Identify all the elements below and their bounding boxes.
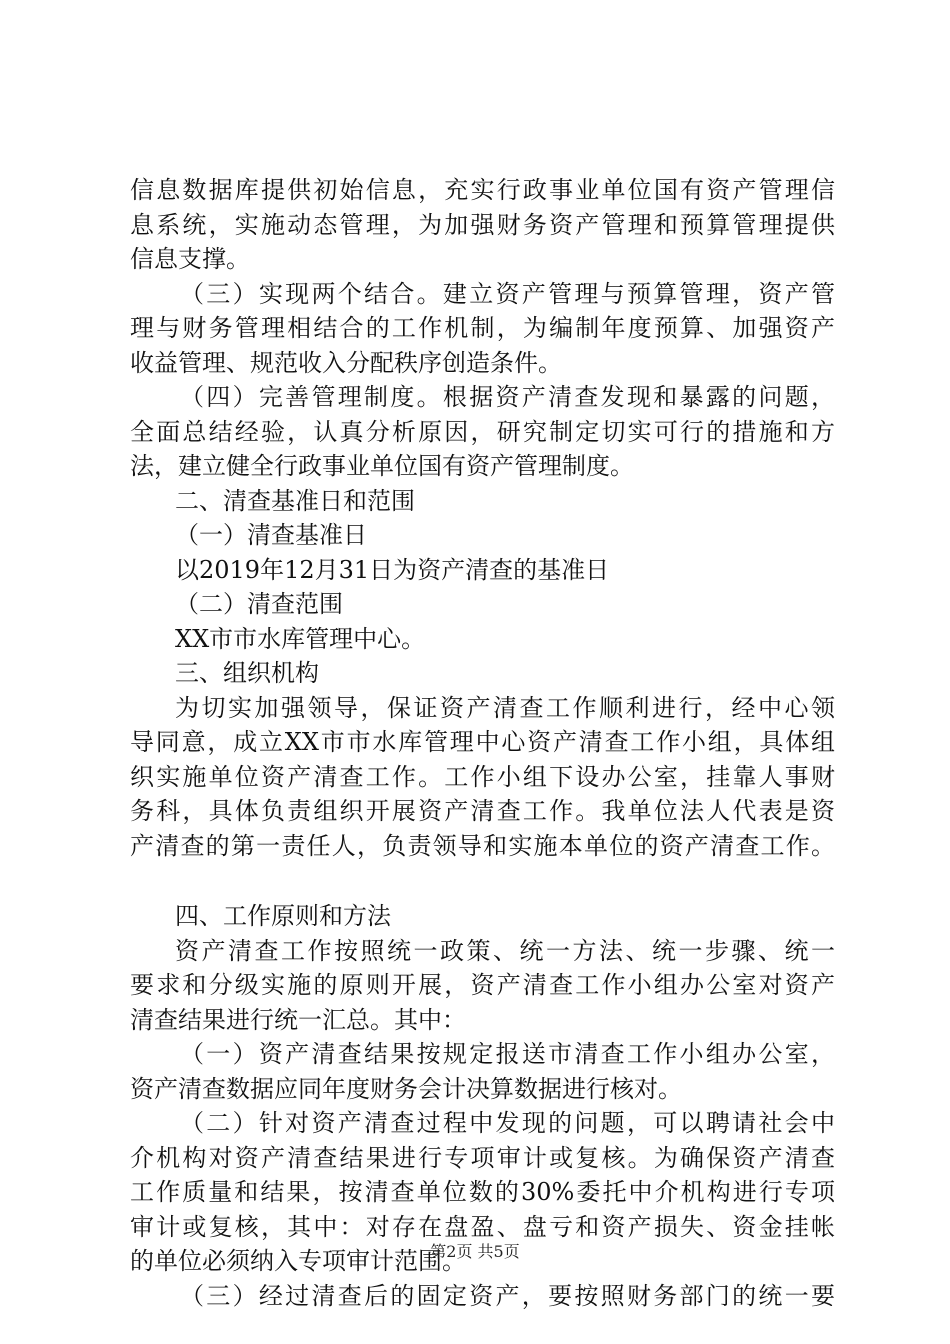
body-line: 法，建立健全行政事业单位国有资产管理制度。 xyxy=(130,452,634,480)
subsection-heading: （一）清查基准日 xyxy=(175,521,367,549)
document-body xyxy=(130,173,835,1313)
body-line: 审计或复核，其中：对存在盘盈、盘亏和资产损失、资金挂帐 xyxy=(130,1212,835,1241)
body-line: 介机构对资产清查结果进行专项审计或复核。为确保资产清查 xyxy=(130,1143,835,1172)
section-heading: 三、组织机构 xyxy=(175,659,319,687)
body-line: 要求和分级实施的原则开展，资产清查工作小组办公室对资产 xyxy=(130,971,835,999)
body-line: 全面总结经验，认真分析原因，研究制定切实可行的措施和方 xyxy=(130,417,835,446)
page-footer: 第2页 共5页 xyxy=(430,1242,520,1261)
body-line: （四）完善管理制度。根据资产清查发现和暴露的问题， xyxy=(180,383,835,411)
body-line: 的单位必须纳入专项审计范围。 xyxy=(130,1247,466,1275)
body-line: 信息数据库提供初始信息，充实行政事业单位国有资产管理信 xyxy=(130,176,835,204)
body-line: 织实施单位资产清查工作。工作小组下设办公室，挂靠人事财 xyxy=(130,762,835,791)
body-line: XX市市水库管理中心。 xyxy=(175,624,426,653)
section-heading: 二、清查基准日和范围 xyxy=(175,486,415,515)
body-line: 收益管理、规范收入分配秩序创造条件。 xyxy=(130,348,562,377)
body-line: 产清查的第一责任人，负责领导和实施本单位的资产清查工作。 xyxy=(130,831,835,860)
body-line: 导同意，成立XX市市水库管理中心资产清查工作小组，具体组 xyxy=(130,728,835,756)
body-line: 信息支撑。 xyxy=(130,245,250,273)
paragraph-gap xyxy=(130,863,835,899)
body-line: 资产清查工作按照统一政策、统一方法、统一步骤、统一 xyxy=(175,936,835,965)
subsection-heading: （二）清查范围 xyxy=(175,590,343,618)
body-line: 资产清查数据应同年度财务会计决算数据进行核对。 xyxy=(130,1074,682,1103)
body-line: 以2019年12月31日为资产清查的基准日 xyxy=(175,555,610,584)
body-line: （一）资产清查结果按规定报送市清查工作小组办公室， xyxy=(180,1040,835,1068)
body-line: 理与财务管理相结合的工作机制，为编制年度预算、加强资产 xyxy=(130,314,835,342)
body-line: （三）经过清查后的固定资产，要按照财务部门的统一要 xyxy=(180,1281,835,1310)
body-line: 务科，具体负责组织开展资产清查工作。我单位法人代表是资 xyxy=(130,797,835,825)
body-line: （三）实现两个结合。建立资产管理与预算管理，资产管 xyxy=(180,279,835,308)
body-line: 为切实加强领导，保证资产清查工作顺利进行，经中心领 xyxy=(175,693,835,722)
body-line: 工作质量和结果，按清查单位数的30%委托中介机构进行专项 xyxy=(130,1178,835,1206)
body-line: （二）针对资产清查过程中发现的问题，可以聘请社会中 xyxy=(180,1109,835,1137)
section-heading: 四、工作原则和方法 xyxy=(175,902,391,930)
body-line: 清查结果进行统一汇总。其中： xyxy=(130,1005,466,1034)
body-line: 息系统，实施动态管理，为加强财务资产管理和预算管理提供 xyxy=(130,210,835,239)
